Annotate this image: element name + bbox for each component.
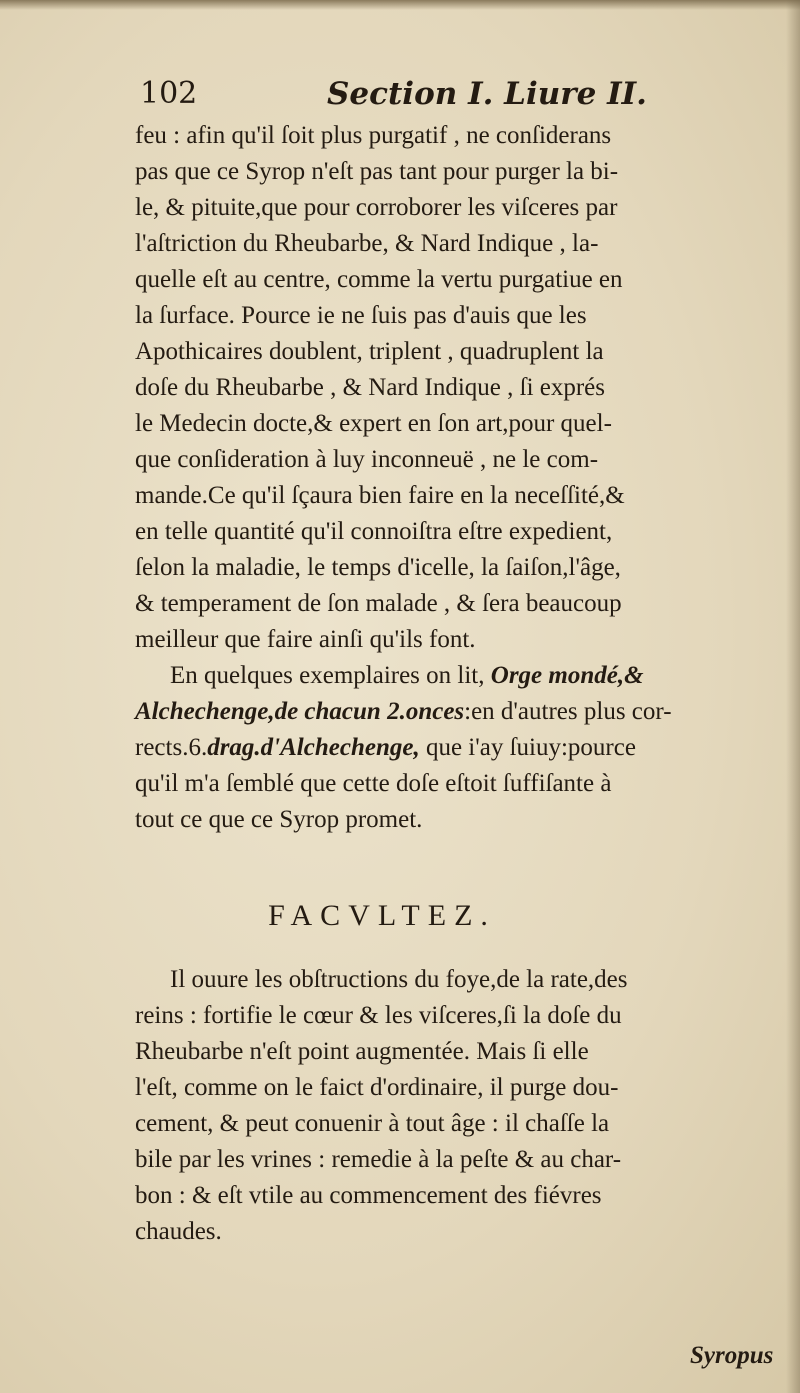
text-run: rects.6.	[135, 734, 208, 761]
text-line: le, & pituite,que pour corroborer les viſceres par	[135, 194, 618, 221]
page-header	[132, 74, 652, 114]
text-line: le Medecin docte,& expert en ſon art,pour quel-	[135, 410, 612, 437]
text-line: qu'il m'a ſemblé que cette doſe eſtoit ſuffiſante à	[135, 770, 612, 797]
text-run: que i'ay ſuiuy:pource	[419, 734, 636, 761]
catchword: Syropus	[690, 1342, 774, 1369]
text-line: Apothicaires doublent, triplent , quadruplent la	[135, 338, 604, 365]
text-line: quelle eſt au centre, comme la vertu purgatiue en	[135, 266, 623, 293]
page-top-edge	[0, 0, 800, 10]
text-line: meilleur que faire ainſi qu'ils font.	[135, 626, 476, 653]
running-head: Section I. Liure II.	[327, 76, 647, 112]
text-line: l'eſt, comme on le faict d'ordinaire, il purge dou-	[135, 1074, 619, 1101]
text-line: feu : afin qu'il ſoit plus purgatif , ne conſiderans	[135, 122, 612, 149]
text-line: ſelon la maladie, le temps d'icelle, la ſaiſon,l'âge,	[135, 554, 621, 581]
section-heading-text: FACVLTEZ.	[268, 899, 496, 932]
text-line: reins : fortifie le cœur & les viſceres,ſi la doſe du	[135, 1002, 622, 1029]
text-line: pas que ce Syrop n'eſt pas tant pour purger la bi-	[135, 158, 619, 185]
text-line: la ſurface. Pource ie ne ſuis pas d'auis que les	[135, 302, 587, 329]
text-line: bon : & eſt vtile au commencement des fiévres	[135, 1182, 602, 1209]
text-line: mande.Ce qu'il ſçaura bien faire en la neceſſité,&	[135, 482, 625, 509]
text-line: Rheubarbe n'eſt point augmentée. Mais ſi elle	[135, 1038, 589, 1065]
text-line: chaudes.	[135, 1218, 222, 1245]
italic-run: Orge mondé,&	[490, 662, 644, 689]
page-number: 102	[140, 76, 198, 111]
text-run: En quelques exemplaires on lit,	[170, 662, 491, 689]
text-line: cement, & peut conuenir à tout âge : il chaſſe la	[135, 1110, 610, 1137]
text-line: Il ouure les obſtructions du foye,de la rate,des	[170, 966, 628, 993]
text-line	[170, 658, 800, 694]
italic-run: drag.d'Alchechenge,	[207, 734, 420, 761]
text-line: tout ce que ce Syrop promet.	[135, 806, 423, 833]
text-line: en telle quantité qu'il connoiſtra eſtre expedient,	[135, 518, 613, 545]
text-line: & temperament de ſon malade , & ſera beaucoup	[135, 590, 622, 617]
text-line: l'aſtriction du Rheubarbe, & Nard Indique , la-	[135, 230, 599, 257]
text-line: bile par les vrines : remedie à la peſte & au char-	[135, 1146, 622, 1173]
text-line	[135, 730, 795, 766]
text-line: que conſideration à luy inconneuë , ne le com-	[135, 446, 599, 473]
italic-run: Alchechenge,de chacun 2.onces	[135, 698, 465, 725]
section-heading	[0, 894, 800, 938]
text-line	[135, 694, 795, 730]
text-run: :en d'autres plus cor-	[464, 698, 672, 725]
text-line: doſe du Rheubarbe , & Nard Indique , ſi exprés	[135, 374, 606, 401]
